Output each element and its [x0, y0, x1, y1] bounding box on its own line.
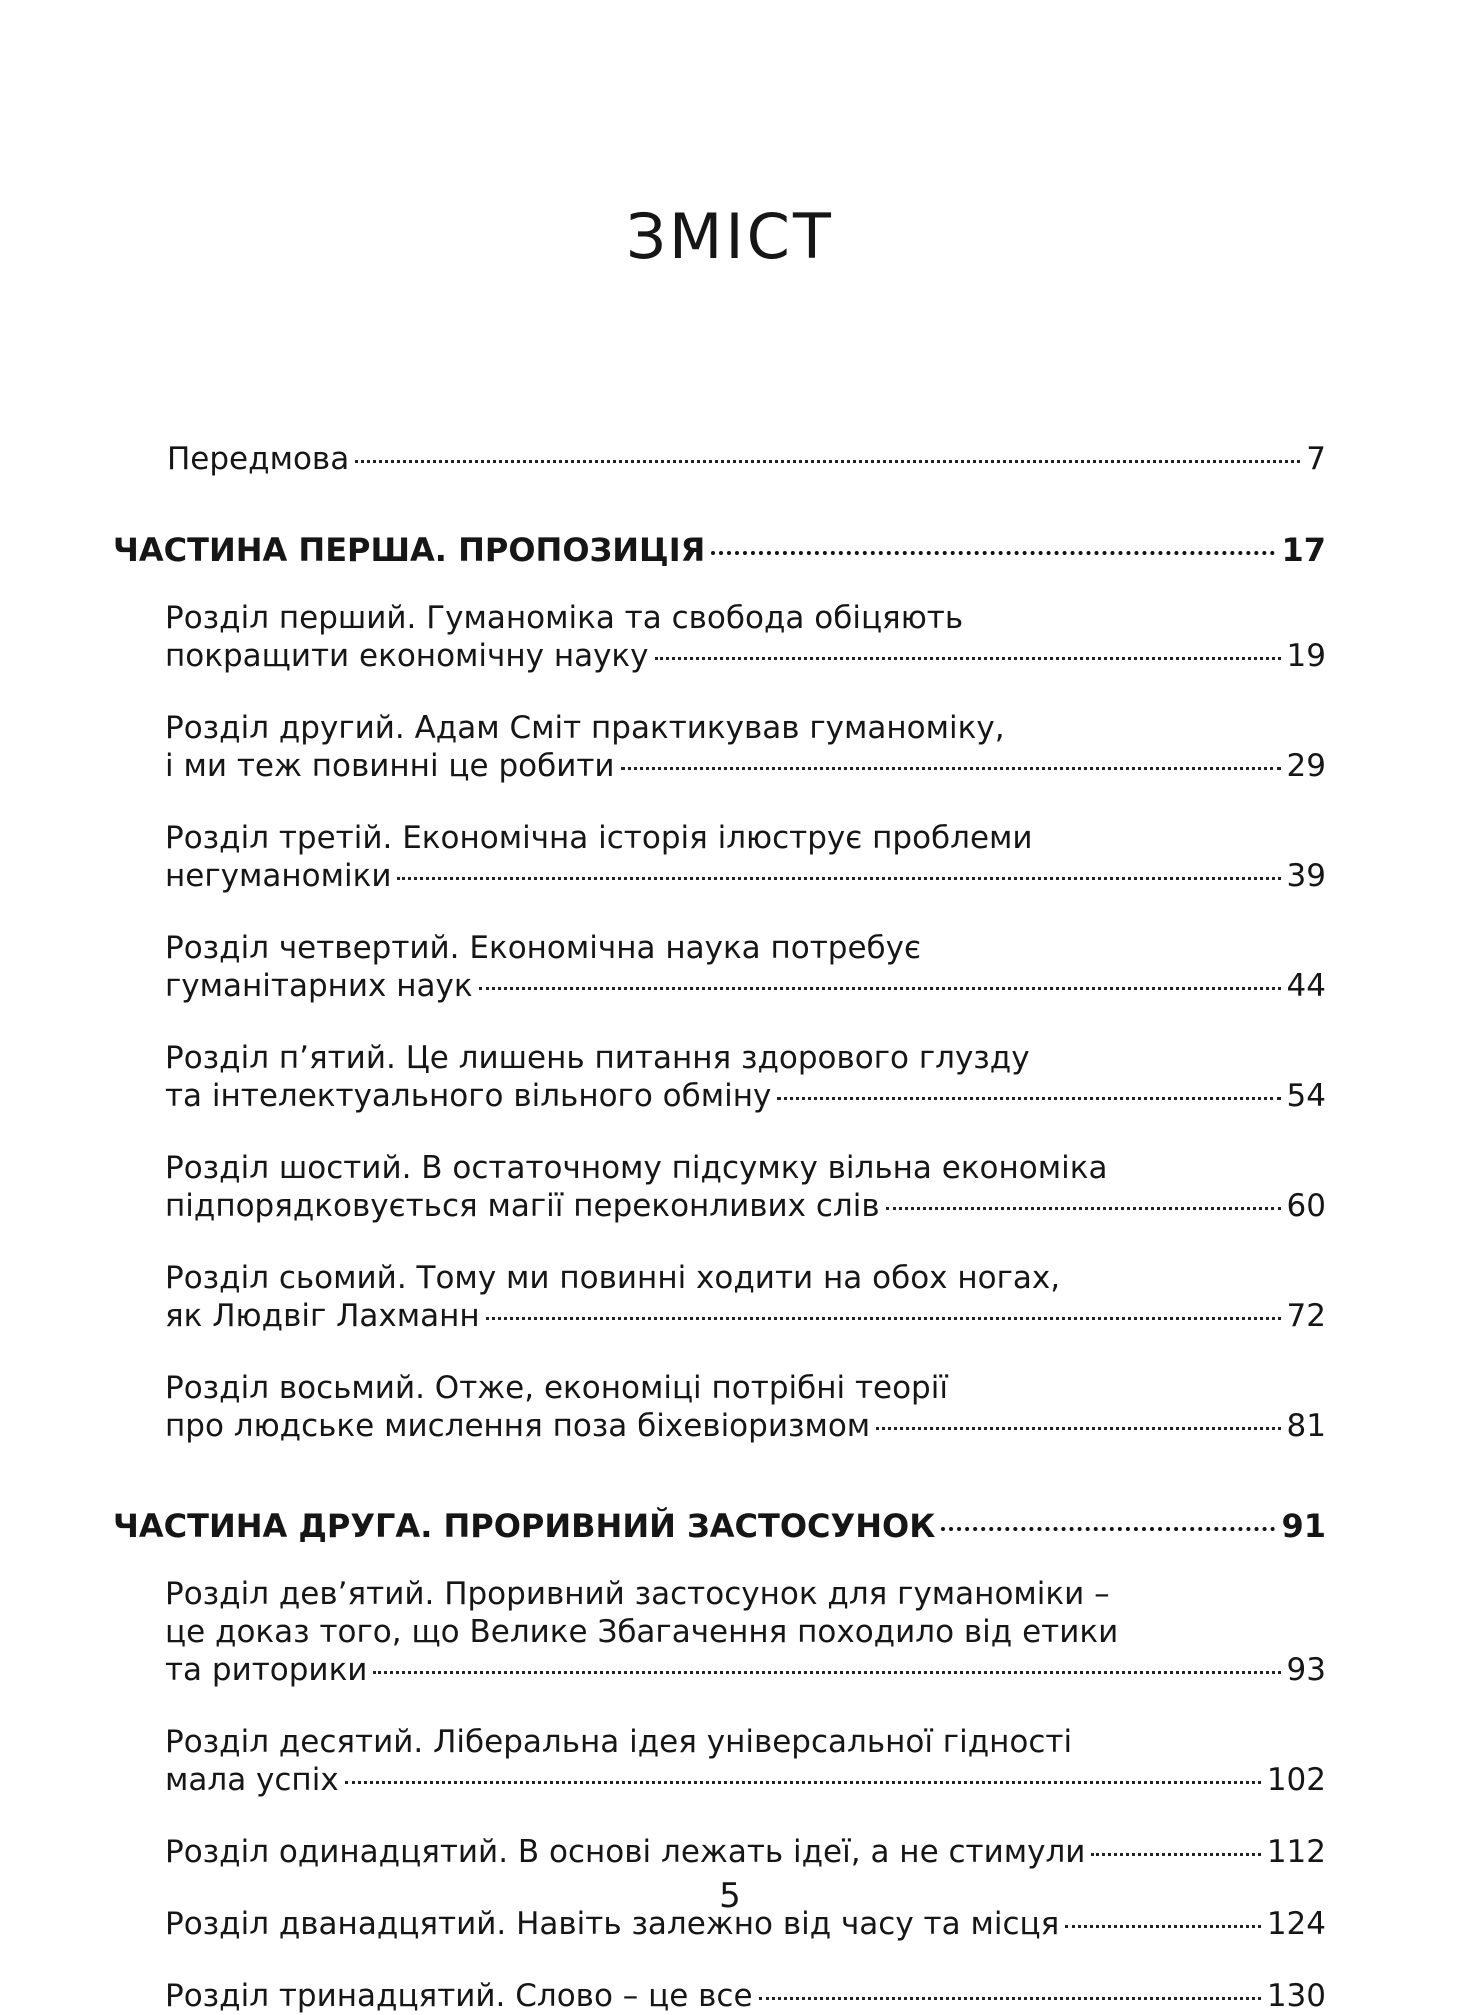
toc-entry — [113, 1039, 1326, 1115]
toc-entry-title-line: Розділ сьомий. Тому ми повинні ходити на обох ногах, — [165, 1260, 1061, 1296]
toc-entry-final-line — [113, 1507, 1326, 1545]
toc-entry-title-text: про людське мислення поза біхевіоризмом — [165, 1408, 871, 1444]
toc-entry-final-line — [165, 967, 1326, 1005]
toc-page-number: 102 — [1266, 1762, 1326, 1798]
toc-entry — [113, 1369, 1326, 1445]
toc-entry-title-text: і ми теж повинні це робити — [165, 748, 615, 784]
toc-entry — [113, 1575, 1326, 1689]
dot-leader — [397, 877, 1280, 880]
dot-leader — [355, 460, 1300, 463]
toc-entry — [113, 709, 1326, 785]
toc-entry-title-line: Розділ перший. Гуманоміка та свобода обіцяють — [165, 600, 964, 636]
toc-entry — [113, 1833, 1326, 1871]
toc-entry-title-text: мала успіх — [165, 1762, 339, 1798]
dot-leader — [711, 551, 1275, 555]
toc-entry-title-line: Розділ шостий. В остаточному підсумку вільна економіка — [165, 1150, 1108, 1186]
toc-entry-title-line: Розділ восьмий. Отже, економіці потрібні теорії — [165, 1370, 948, 1406]
toc-page-number: 81 — [1286, 1408, 1326, 1444]
dot-leader — [486, 1317, 1281, 1320]
dot-leader — [886, 1207, 1281, 1210]
dot-leader — [373, 1671, 1280, 1674]
toc-entry — [113, 1977, 1326, 2015]
toc-page-number: 93 — [1286, 1652, 1326, 1688]
toc-entry-title-text: покращити економічну науку — [165, 638, 649, 674]
toc-page-number: 130 — [1266, 1978, 1326, 2014]
dot-leader — [621, 767, 1281, 770]
toc-page-number: 17 — [1281, 531, 1326, 569]
toc-part-heading — [113, 531, 1326, 569]
toc-entry-preface — [113, 440, 1326, 478]
table-of-contents — [113, 440, 1326, 2015]
toc-entry-final-line — [165, 1651, 1326, 1689]
toc-page-number: 44 — [1286, 968, 1326, 1004]
toc-entry-final-line — [165, 857, 1326, 895]
toc-entry-final-line — [165, 1187, 1326, 1225]
toc-entry — [113, 819, 1326, 895]
toc-entry-final-line — [165, 1977, 1326, 2015]
toc-page-number: 91 — [1281, 1507, 1326, 1545]
toc-entry-title-text: гуманітарних наук — [165, 968, 473, 1004]
toc-entry-final-line — [165, 637, 1326, 675]
dot-leader — [1091, 1853, 1260, 1856]
toc-entry-final-line — [113, 531, 1326, 569]
dot-leader — [345, 1781, 1261, 1784]
toc-entry-title-text: та інтелектуального вільного обміну — [165, 1078, 772, 1114]
toc-entry-title-text: як Людвіг Лахманн — [165, 1298, 480, 1334]
toc-entry-title-text: Розділ тринадцятий. Слово – це все — [165, 1978, 753, 2014]
toc-entry-title-line: Розділ п’ятий. Це лишень питання здорового глузду — [165, 1040, 1030, 1076]
toc-entry-title-line: Розділ дев’ятий. Проривний застосунок для гуманоміки – — [165, 1576, 1110, 1612]
toc-page-number: 19 — [1286, 638, 1326, 674]
dot-leader — [479, 987, 1281, 990]
toc-part-heading — [113, 1507, 1326, 1545]
toc-page-number: 60 — [1286, 1188, 1326, 1224]
toc-page-number: 124 — [1266, 1906, 1326, 1942]
toc-entry-final-line — [165, 1407, 1326, 1445]
toc-entry — [113, 1149, 1326, 1225]
toc-entry-title-line: це доказ того, що Велике Збагачення походило від етики — [165, 1614, 1119, 1650]
toc-entry-title-text: Розділ дванадцятий. Навіть залежно від часу та місця — [165, 1906, 1060, 1942]
page-title: ЗМІСТ — [626, 200, 834, 273]
toc-entry-final-line — [165, 1833, 1326, 1871]
dot-leader — [655, 657, 1281, 660]
toc-entry-final-line — [165, 1761, 1326, 1799]
toc-entry-title-text: ЧАСТИНА ПЕРША. ПРОПОЗИЦІЯ — [113, 531, 706, 569]
toc-entry-title-text: та риторики — [165, 1652, 368, 1688]
toc-page-number: 39 — [1286, 858, 1326, 894]
toc-page-number: 54 — [1286, 1078, 1326, 1114]
toc-entry-final-line — [165, 1077, 1326, 1115]
toc-entry-title-text: негуманоміки — [165, 858, 392, 894]
page-number: 5 — [719, 1876, 741, 1916]
dot-leader — [941, 1527, 1275, 1531]
toc-entry — [113, 599, 1326, 675]
dot-leader — [876, 1427, 1280, 1430]
toc-entry-title-line: Розділ десятий. Ліберальна ідея універсальної гідності — [165, 1724, 1073, 1760]
toc-entry — [113, 1723, 1326, 1799]
dot-leader — [777, 1097, 1280, 1100]
toc-entry-title-text: Розділ одинадцятий. В основі лежать ідеї, а не стимули — [165, 1834, 1086, 1870]
toc-entry-title-line: Розділ четвертий. Економічна наука потребує — [165, 930, 922, 966]
dot-leader — [1065, 1925, 1261, 1928]
toc-entry — [113, 1259, 1326, 1335]
toc-entry — [113, 929, 1326, 1005]
toc-entry-title-text: ЧАСТИНА ДРУГА. ПРОРИВНИЙ ЗАСТОСУНОК — [113, 1507, 936, 1545]
toc-entry-title-text: підпорядковується магії переконливих слів — [165, 1188, 880, 1224]
toc-entry-final-line — [165, 747, 1326, 785]
toc-entry-title-text: Передмова — [167, 441, 350, 477]
toc-page-number: 7 — [1306, 441, 1326, 477]
toc-entry-final-line — [167, 440, 1326, 478]
toc-page-number: 72 — [1286, 1298, 1326, 1334]
toc-entry-final-line — [165, 1297, 1326, 1335]
toc-page-number: 29 — [1286, 748, 1326, 784]
toc-entry-title-line: Розділ другий. Адам Сміт практикував гуманоміку, — [165, 710, 1005, 746]
toc-page-number: 112 — [1266, 1834, 1326, 1870]
toc-entry-title-line: Розділ третій. Економічна історія ілюструє проблеми — [165, 820, 1033, 856]
